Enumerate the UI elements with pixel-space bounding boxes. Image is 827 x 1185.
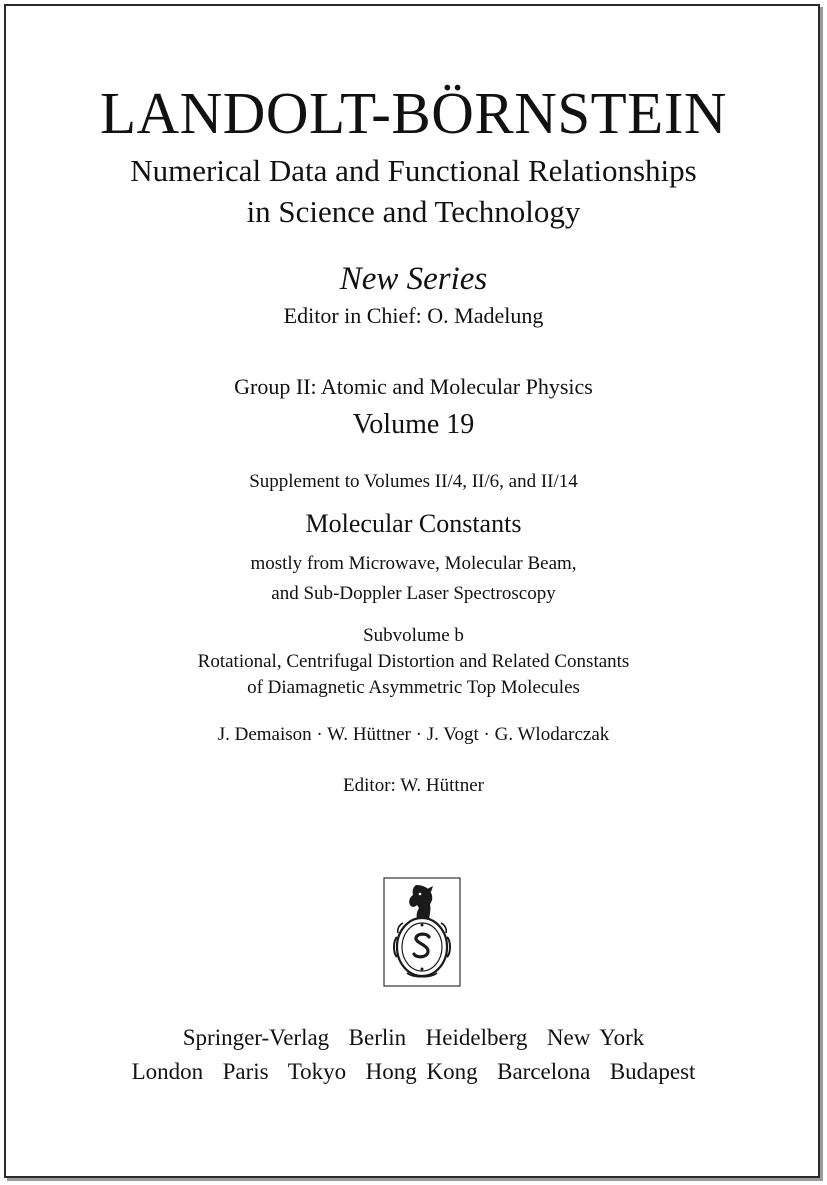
publisher-line-2: London Paris Tokyo Hong Kong Barcelona Budapest (131, 1059, 696, 1084)
group-heading: Group II: Atomic and Molecular Physics (234, 374, 593, 399)
main-title: LANDOLT-BÖRNSTEIN (100, 80, 727, 146)
springer-logo-icon (383, 877, 461, 987)
subvolume-description-line-2: of Diamagnetic Asymmetric Top Molecules (247, 677, 580, 698)
authors: J. Demaison · W. Hüttner · J. Vogt · G. Wlodarczak (217, 724, 610, 745)
editor-in-chief: Editor in Chief: O. Madelung (283, 303, 544, 328)
editor: Editor: W. Hüttner (343, 775, 484, 796)
subvolume-label: Subvolume b (363, 625, 464, 646)
volume-number: Volume 19 (352, 409, 475, 440)
subtitle-line-2: in Science and Technology (246, 194, 581, 229)
supplement-note: Supplement to Volumes II/4, II/6, and II/14 (249, 471, 578, 492)
methods-line-2: and Sub-Doppler Laser Spectroscopy (271, 583, 556, 604)
series-name: New Series (339, 261, 488, 297)
topic-title: Molecular Constants (305, 509, 522, 538)
methods-line-1: mostly from Microwave, Molecular Beam, (250, 553, 577, 574)
subvolume-description-line-1: Rotational, Centrifugal Distortion and Related Constants (197, 651, 630, 672)
publisher-line-1: Springer-Verlag Berlin Heidelberg New York (182, 1025, 645, 1050)
subtitle-line-1: Numerical Data and Functional Relationships (130, 153, 697, 188)
